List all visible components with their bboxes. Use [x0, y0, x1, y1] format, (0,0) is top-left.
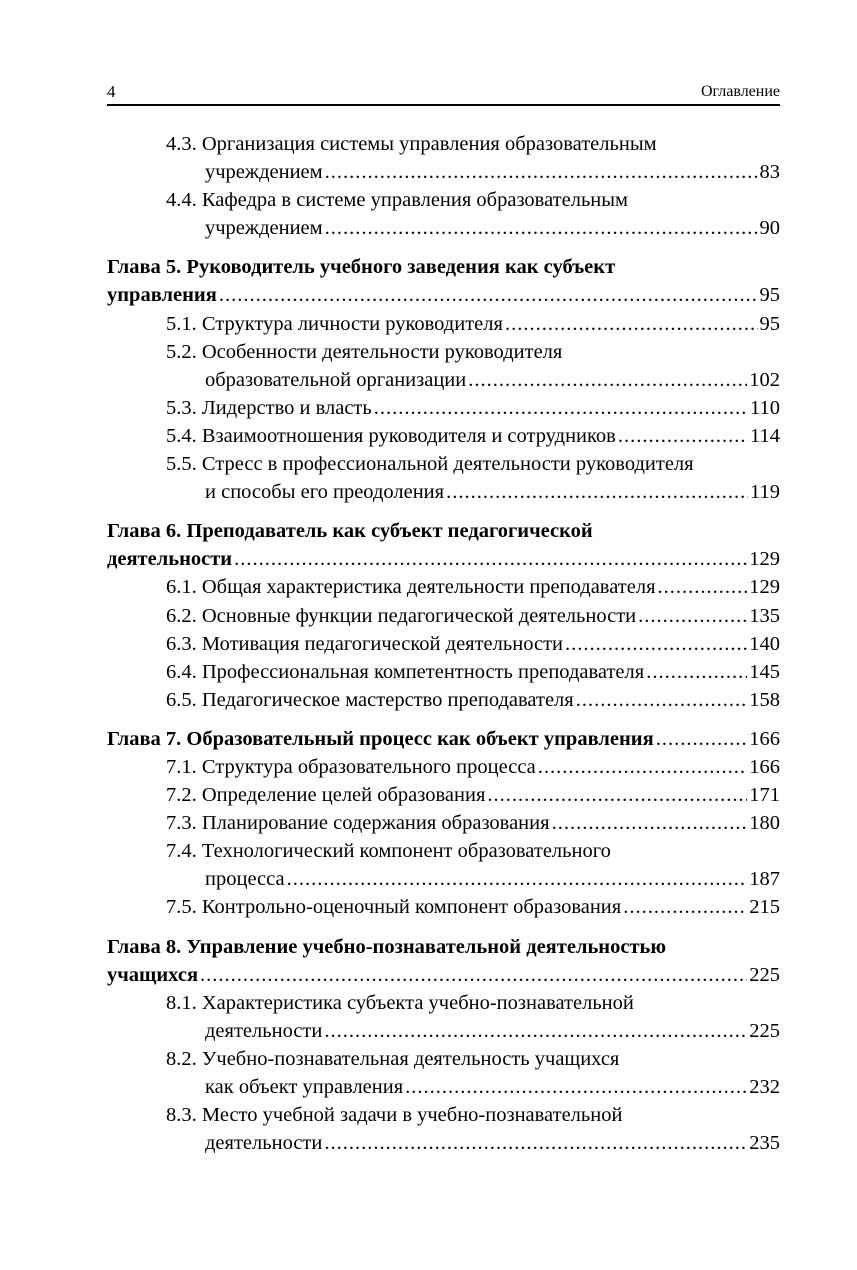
dot-leader [468, 366, 747, 394]
dot-leader [200, 961, 747, 989]
page-ref: 119 [750, 481, 780, 504]
chapter-entry[interactable] [107, 933, 780, 989]
section-entry[interactable] [107, 630, 780, 658]
toc-line [107, 310, 780, 338]
dot-leader [623, 893, 747, 921]
section-title: 4.4. Кафедра в системе управления образовательным [166, 189, 629, 212]
section-entry[interactable] [107, 658, 780, 686]
toc-line [107, 130, 780, 158]
page-ref: 83 [759, 161, 780, 184]
section-title: 8.2. Учебно-познавательная деятельность учащихся [166, 1047, 620, 1070]
chapter-title: учащихся [107, 963, 199, 986]
toc-line [107, 658, 780, 686]
section-entry[interactable] [107, 450, 780, 506]
page-ref: 140 [749, 632, 780, 655]
toc-line [107, 1073, 780, 1101]
dot-leader [405, 1073, 747, 1101]
toc-line [107, 366, 780, 394]
dot-leader [324, 1017, 747, 1045]
page-ref: 129 [749, 548, 780, 571]
dot-leader [538, 753, 747, 781]
section-title: 6.4. Профессиональная компетентность преподавателя [166, 660, 645, 683]
page-ref: 145 [749, 660, 780, 683]
section-title: 7.2. Определение целей образования [166, 784, 486, 807]
dot-leader [646, 658, 747, 686]
dot-leader [565, 630, 747, 658]
page-ref: 110 [750, 396, 780, 419]
toc-line [107, 394, 780, 422]
page-ref: 129 [749, 576, 780, 599]
section-entry[interactable] [107, 338, 780, 394]
toc-line [107, 158, 780, 186]
toc-line [107, 253, 780, 281]
section-title: 4.3. Организация системы управления образовательным [166, 133, 657, 155]
running-header [107, 78, 780, 106]
section-title: как объект управления [205, 1076, 404, 1098]
section-title: 6.3. Мотивация педагогической деятельности [166, 632, 563, 655]
section-entry[interactable] [107, 310, 780, 338]
section-title: 5.1. Структура личности руководителя [166, 312, 503, 335]
toc-line [107, 422, 780, 450]
page-ref: 171 [749, 784, 780, 807]
section-title: 6.1. Общая характеристика деятельности преподавателя [166, 576, 656, 599]
page-ref: 180 [749, 812, 780, 835]
section-title: 7.5. Контрольно-оценочный компонент образования [166, 896, 622, 919]
chapter-title: Глава 8. Управление учебно-познавательной деятельностью [107, 935, 667, 958]
toc-line [107, 837, 780, 865]
section-title: 8.1. Характеристика субъекта учебно-познавательной [166, 991, 634, 1014]
section-entry[interactable] [107, 394, 780, 422]
toc-line [107, 517, 780, 545]
page-number: 4 [107, 82, 116, 101]
section-entry[interactable] [107, 809, 780, 837]
page-ref: 166 [749, 727, 780, 750]
chapter-entry[interactable] [107, 253, 780, 309]
toc-line [107, 450, 780, 478]
page-ref: 102 [749, 368, 780, 391]
dot-leader [324, 1129, 747, 1157]
section-title: 7.3. Планирование содержания образования [166, 812, 550, 835]
table-of-contents [107, 130, 780, 1157]
toc-line [107, 1129, 780, 1157]
dot-leader [374, 394, 748, 422]
page-ref: 232 [749, 1076, 780, 1098]
toc-line [107, 1017, 780, 1045]
toc-line [107, 961, 780, 989]
chapter-title: Глава 6. Преподаватель как субъект педагогической [107, 520, 593, 543]
toc-line [107, 865, 780, 893]
section-title: деятельности [205, 1019, 323, 1042]
section-entry[interactable] [107, 837, 780, 893]
toc-line [107, 1045, 780, 1073]
section-entry[interactable] [107, 989, 780, 1045]
toc-line [107, 989, 780, 1017]
toc-line [107, 753, 780, 781]
section-entry[interactable] [107, 781, 780, 809]
dot-leader [552, 809, 748, 837]
chapter-title: деятельности [107, 548, 233, 571]
toc-line [107, 573, 780, 601]
page-ref: 158 [749, 688, 780, 711]
page-ref: 95 [759, 284, 780, 307]
section-title: 8.3. Место учебной задачи в учебно-познавательной [166, 1104, 623, 1127]
dot-leader [658, 573, 748, 601]
page-ref: 95 [759, 312, 780, 335]
section-entry[interactable] [107, 1045, 780, 1101]
page-ref: 114 [750, 424, 780, 447]
section-title: учреждением [205, 217, 323, 240]
dot-leader [618, 422, 748, 450]
toc-line [107, 686, 780, 714]
dot-leader [576, 686, 748, 714]
page-ref: 90 [759, 217, 780, 240]
section-title: 5.4. Взаимоотношения руководителя и сотрудников [166, 424, 616, 447]
chapter-title: Глава 5. Руководитель учебного заведения как субъект [107, 256, 616, 279]
section-title: и способы его преодоления [205, 481, 445, 504]
section-entry[interactable] [107, 1101, 780, 1157]
toc-line [107, 602, 780, 630]
toc-page [107, 78, 780, 1157]
section-title: 5.5. Стресс в профессиональной деятельности руководителя [166, 453, 694, 476]
dot-leader [487, 781, 747, 809]
toc-line [107, 186, 780, 214]
page-ref: 135 [749, 604, 780, 627]
section-entry[interactable] [107, 130, 780, 186]
section-entry[interactable] [107, 753, 780, 781]
section-title: процесса [205, 868, 285, 891]
running-title: Оглавление [700, 83, 780, 100]
section-title: учреждением [205, 161, 323, 184]
chapter-title: Глава 7. Образовательный процесс как объект управления [107, 727, 654, 750]
toc-line [107, 933, 780, 961]
page-ref: 225 [749, 963, 780, 986]
dot-leader [219, 281, 758, 309]
section-title: 7.4. Технологический компонент образовательного [166, 840, 611, 863]
dot-leader [287, 865, 748, 893]
toc-line [107, 809, 780, 837]
section-title: 7.1. Структура образовательного процесса [166, 755, 536, 778]
toc-line [107, 338, 780, 366]
dot-leader [505, 310, 758, 338]
section-entry[interactable] [107, 422, 780, 450]
section-title: 6.2. Основные функции педагогической деятельности [166, 604, 637, 627]
toc-line [107, 781, 780, 809]
toc-line [107, 281, 780, 309]
page-ref: 215 [749, 896, 780, 919]
dot-leader [446, 478, 748, 506]
dot-leader [234, 545, 747, 573]
dot-leader [325, 214, 758, 242]
dot-leader [656, 725, 748, 753]
chapter-entry[interactable] [107, 517, 780, 573]
toc-line [107, 214, 780, 242]
dot-leader [638, 602, 747, 630]
section-entry[interactable] [107, 893, 780, 921]
page-ref: 187 [749, 868, 780, 891]
page-ref: 225 [749, 1019, 780, 1042]
section-entry[interactable] [107, 686, 780, 714]
section-title: 5.2. Особенности деятельности руководителя [166, 340, 563, 363]
chapter-title: управления [107, 284, 217, 307]
section-title: 6.5. Педагогическое мастерство преподавателя [166, 688, 574, 711]
section-entry[interactable] [107, 186, 780, 242]
dot-leader [325, 158, 758, 186]
section-title: 5.3. Лидерство и власть [166, 396, 372, 419]
section-title: образовательной организации [205, 368, 467, 391]
toc-line [107, 478, 780, 506]
chapter-entry[interactable] [107, 725, 780, 753]
section-title: деятельности [205, 1132, 323, 1155]
toc-line [107, 893, 780, 921]
page-ref: 235 [749, 1132, 780, 1155]
page-ref: 166 [749, 755, 780, 778]
toc-line [107, 1101, 780, 1129]
toc-line [107, 545, 780, 573]
toc-line [107, 630, 780, 658]
section-entry[interactable] [107, 602, 780, 630]
section-entry[interactable] [107, 573, 780, 601]
toc-line [107, 725, 780, 753]
